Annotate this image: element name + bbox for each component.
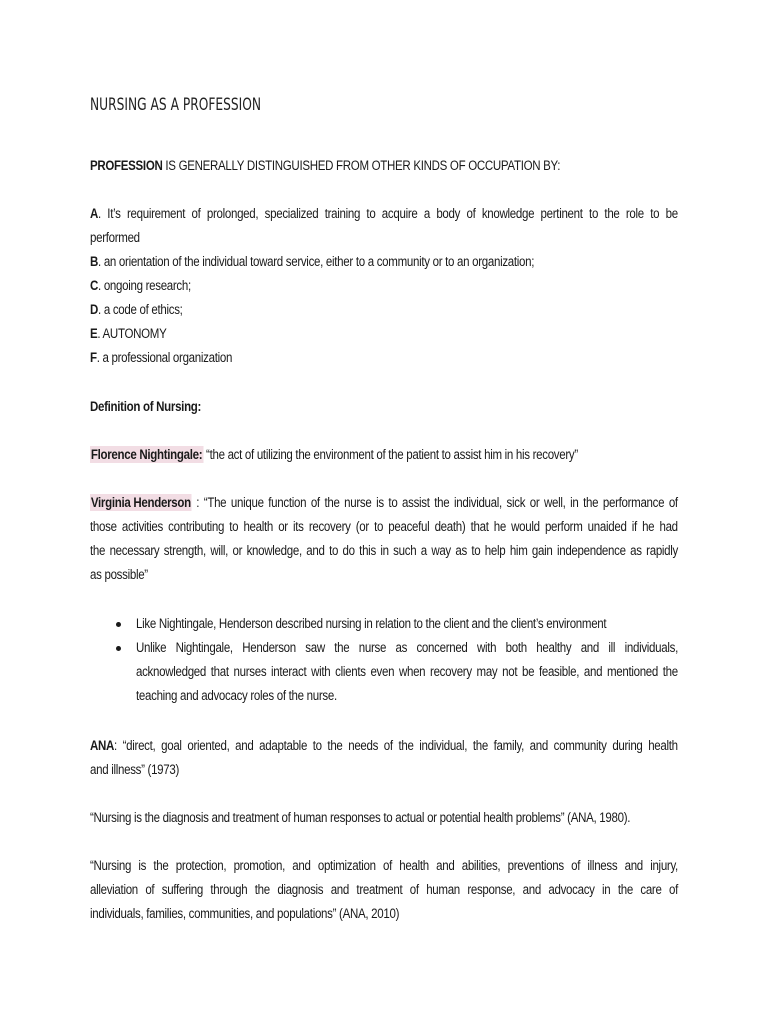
bullet-dot-icon [116,622,121,627]
criterion-f: F. a professional organization [90,350,233,365]
ana-2010-definition: “Nursing is the protection, promotion, and optimization of health and abilities, preventions of illness and injury, alleviation of suffering through the diagnosis and treatment of human response, and advocacy in the care of individuals, families, communities, and populations” (ANA, 2010) [90,858,678,921]
nightingale-definition [90,443,678,467]
ana-1980-definition: “Nursing is the diagnosis and treatment of human responses to actual or potential health problems” (ANA, 1980). [90,810,631,825]
ana-1973-definition: ANA: “direct, goal oriented, and adaptable to the needs of the individual, the family, and community during health and illness” (1973) [90,738,678,777]
criterion-c: C. ongoing research; [90,278,191,293]
criterion-b: B. an orientation of the individual toward service, either to a community or to an organization; [90,254,535,269]
page-title: NURSING AS A PROFESSION [90,95,262,115]
criterion-a-line1: A. It’s requirement of prolonged, specialized training to acquire a body of knowledge pertinent to the role to be [90,206,678,221]
definition-heading-block [90,395,678,419]
bullet-dot-icon [116,646,121,651]
intro-text: IS GENERALLY DISTINGUISHED FROM OTHER KINDS OF OCCUPATION BY: [162,158,561,173]
criterion-e: E. AUTONOMY [90,326,167,341]
ana-term: ANA [90,738,115,753]
criteria-list [90,202,678,370]
nightingale-quote: “the act of utilizing the environment of the patient to assist him in his recovery” [203,447,578,462]
intro-paragraph [90,154,678,178]
criterion-d: D. a code of ethics; [90,302,183,317]
criterion-a-line2: performed [90,230,140,245]
henderson-name: Virginia Henderson [90,495,191,510]
henderson-definition: Virginia Henderson : “The unique function of the nurse is to assist the individual, sick or well, in the performance of those activities contributing to health or its recovery (or to peaceful death) that he would perform unaided if he had the necessary strength, will, or knowledge, and to do this in such a way as to help him gain independence as rapidly as possible” [90,495,678,582]
profession-term: PROFESSION [90,158,163,173]
nightingale-name: Florence Nightingale: [90,447,203,462]
definition-heading: Definition of Nursing: [90,399,202,414]
